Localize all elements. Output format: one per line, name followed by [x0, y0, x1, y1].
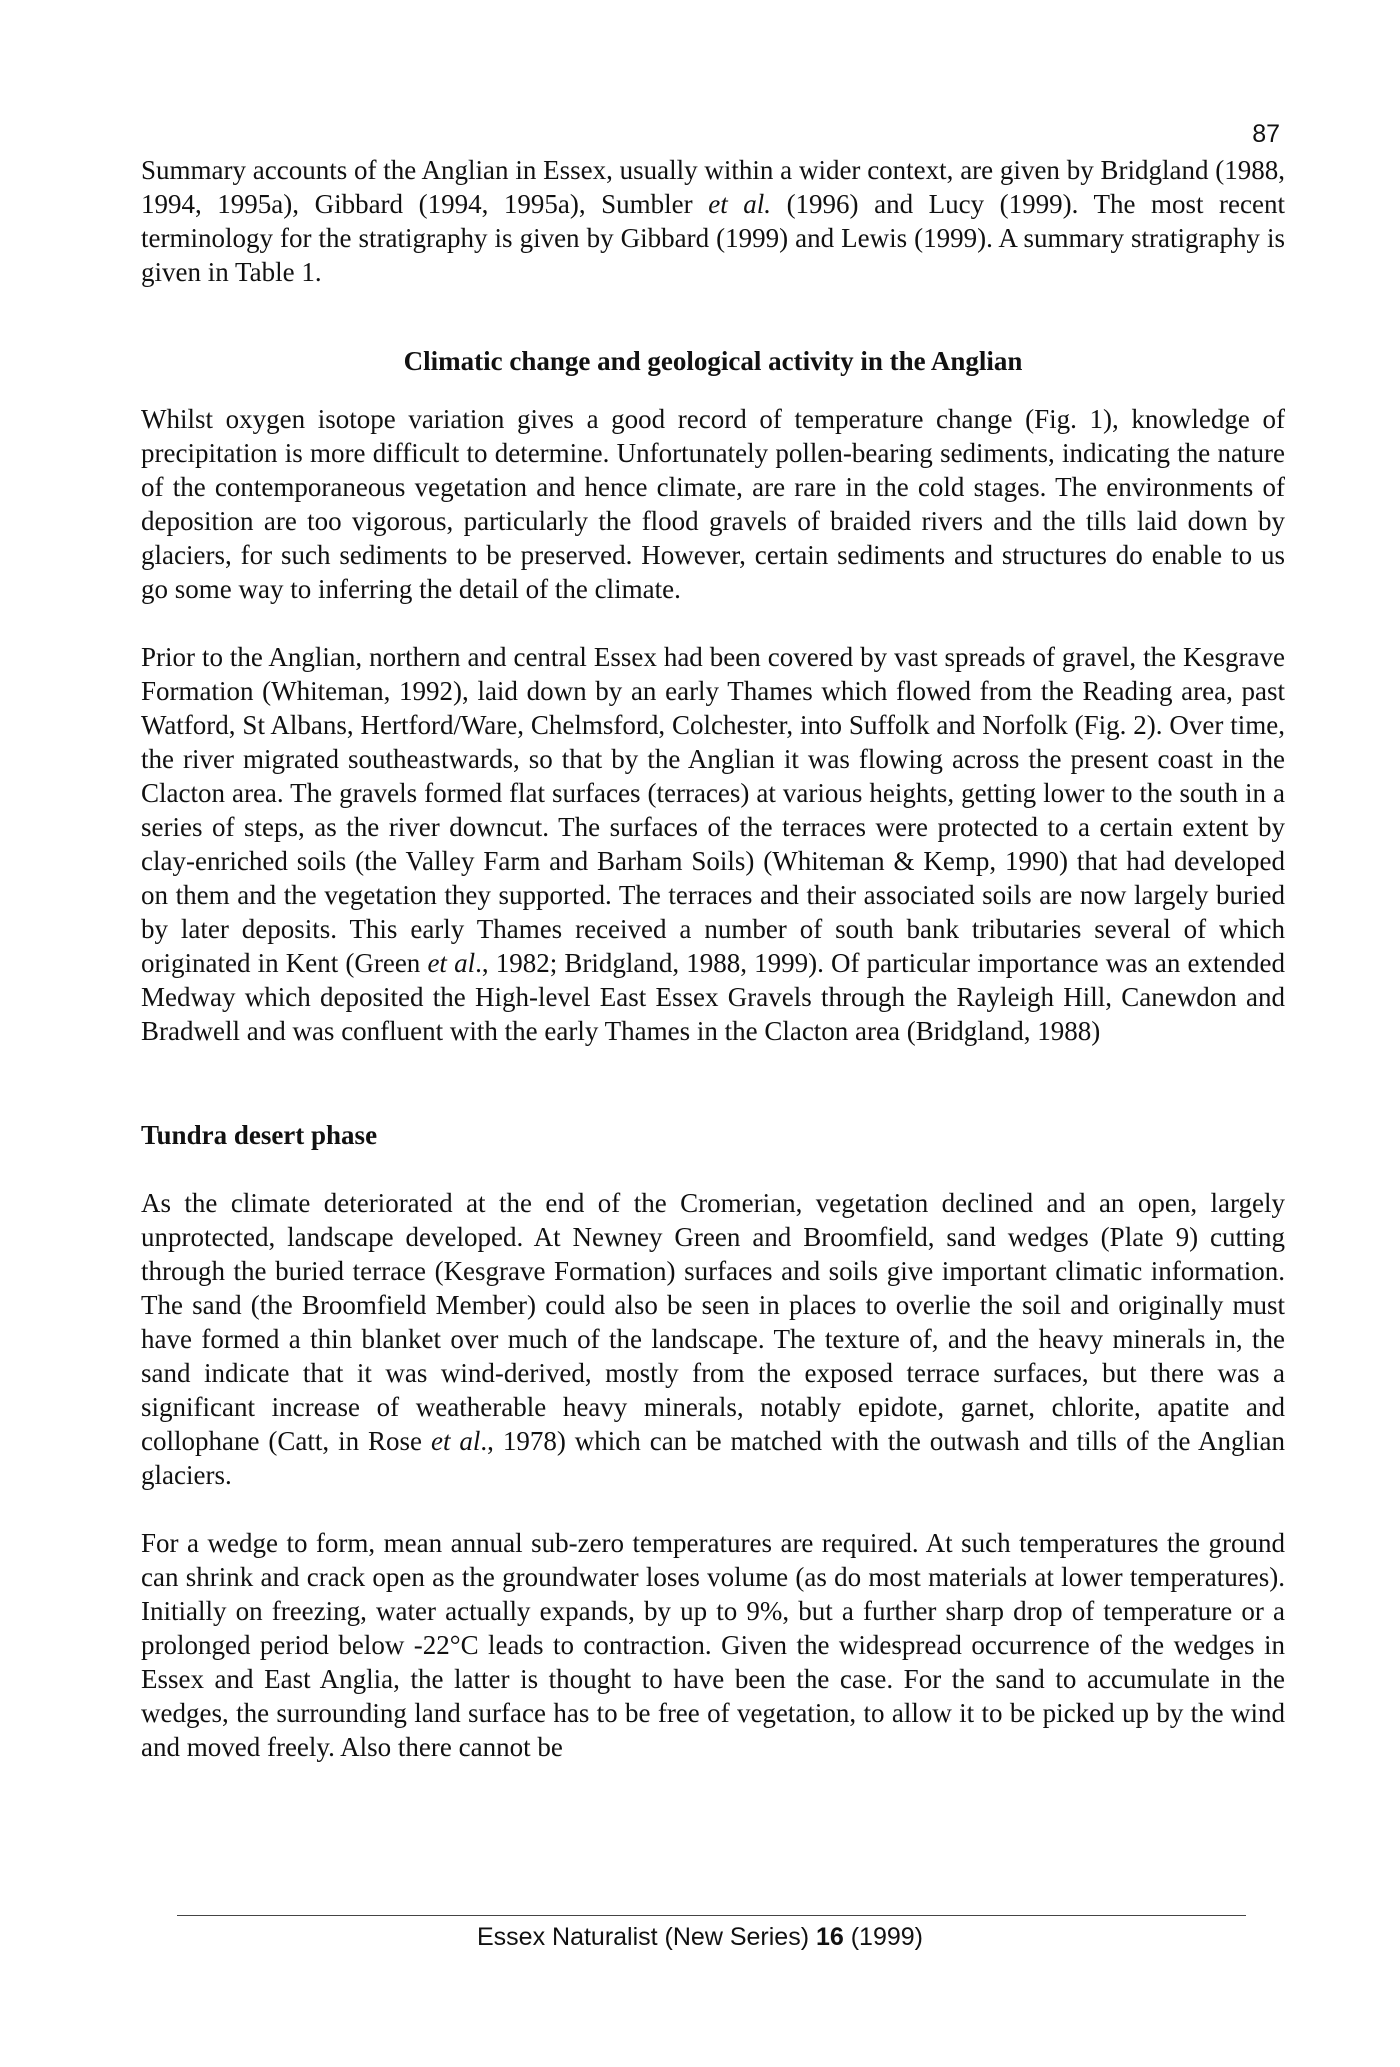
footer-journal: Essex Naturalist (New Series): [476, 1923, 816, 1951]
page-body: [141, 153, 1285, 1764]
page-number: 87: [1252, 120, 1280, 148]
paragraph-tundra-2: For a wedge to form, mean annual sub-zero temperatures are required. At such temperatures the ground can shrink and crack open as the groundwater loses volume (as do most materials at lower temperatures). Initially on freezing, water actually expands, by up to 9%, but a further sharp drop of temperature or a prolonged period below -22°C leads to contraction. Given the widespread occurrence of the wedges in Essex and East Anglia, the latter is thought to have been the case. For the sand to accumulate in the wedges, the surrounding land surface has to be free of vegetation, to allow it to be picked up by the wind and moved freely. Also there cannot be: [141, 1528, 1285, 1762]
paragraph-tundra-1: As the climate deteriorated at the end of the Cromerian, vegetation declined and an open, largely unprotected, landscape developed. At Newney Green and Broomfield, sand wedges (Plate 9) cutting through the buried terrace (Kesgrave Formation) surfaces and soils give important climatic information. The sand (the Broomfield Member) could also be seen in places to overlie the soil and originally must have formed a thin blanket over much of the landscape. The texture of, and the heavy minerals in, the sand indicate that it was wind-derived, mostly from the exposed terrace surfaces, but there was a significant increase of weatherable heavy minerals, notably epidote, garnet, chlorite, apatite and collophane (Catt, in Rose et al., 1978) which can be matched with the outwash and tills of the Anglian glaciers.: [141, 1188, 1285, 1490]
section-heading-climatic: Climatic change and geological activity in the Anglian: [403, 346, 1023, 376]
paragraph-climatic-2: Prior to the Anglian, northern and central Essex had been covered by vast spreads of gravel, the Kesgrave Formation (Whiteman, 1992), laid down by an early Thames which flowed from the Reading area, past Watford, St Albans, Hertford/Ware, Chelmsford, Colchester, into Suffolk and Norfolk (Fig. 2). Over time, the river migrated southeastwards, so that by the Anglian it was flowing across the present coast in the Clacton area. The gravels formed flat surfaces (terraces) at various heights, getting lower to the south in a series of steps, as the river downcut. The surfaces of the terraces were protected to a certain extent by clay-enriched soils (the Valley Farm and Barham Soils) (Whiteman & Kemp, 1990) that had developed on them and the vegetation they supported. The terraces and their associated soils are now largely buried by later deposits. This early Thames received a number of south bank tributaries several of which originated in Kent (Green et al., 1982; Bridgland, 1988, 1999). Of particular importance was an extended Medway which deposited the High-level East Essex Gravels through the Rayleigh Hill, Canewdon and Bradwell and was confluent with the early Thames in the Clacton area (Bridgland, 1988): [141, 642, 1285, 1046]
paragraph-summary: Summary accounts of the Anglian in Essex, usually within a wider context, are given by Bridgland (1988, 1994, 1995a), Gibbard (1994, 1995a), Sumbler et al. (1996) and Lucy (1999). The most recent terminology for the stratigraphy is given by Gibbard (1999) and Lewis (1999). A summary stratigraphy is given in Table 1.: [141, 155, 1285, 287]
italic-text: et al: [427, 948, 476, 978]
page-footer: [0, 1923, 1400, 1952]
footer-divider: [177, 1915, 1246, 1916]
footer-volume: 16: [815, 1923, 844, 1951]
section-heading-tundra: Tundra desert phase: [141, 1120, 378, 1150]
italic-text: et al: [430, 1426, 481, 1456]
footer-year: (1999): [843, 1923, 923, 1951]
paragraph-climatic-1: Whilst oxygen isotope variation gives a good record of temperature change (Fig. 1), knowledge of precipitation is more difficult to determine. Unfortunately pollen-bearing sediments, indicating the nature of the contemporaneous vegetation and hence climate, are rare in the cold stages. The environments of deposition are too vigorous, particularly the flood gravels of braided rivers and the tills laid down by glaciers, for such sediments to be preserved. However, certain sediments and structures do enable to us go some way to inferring the detail of the climate.: [141, 404, 1285, 604]
italic-text: et al.: [708, 189, 772, 219]
